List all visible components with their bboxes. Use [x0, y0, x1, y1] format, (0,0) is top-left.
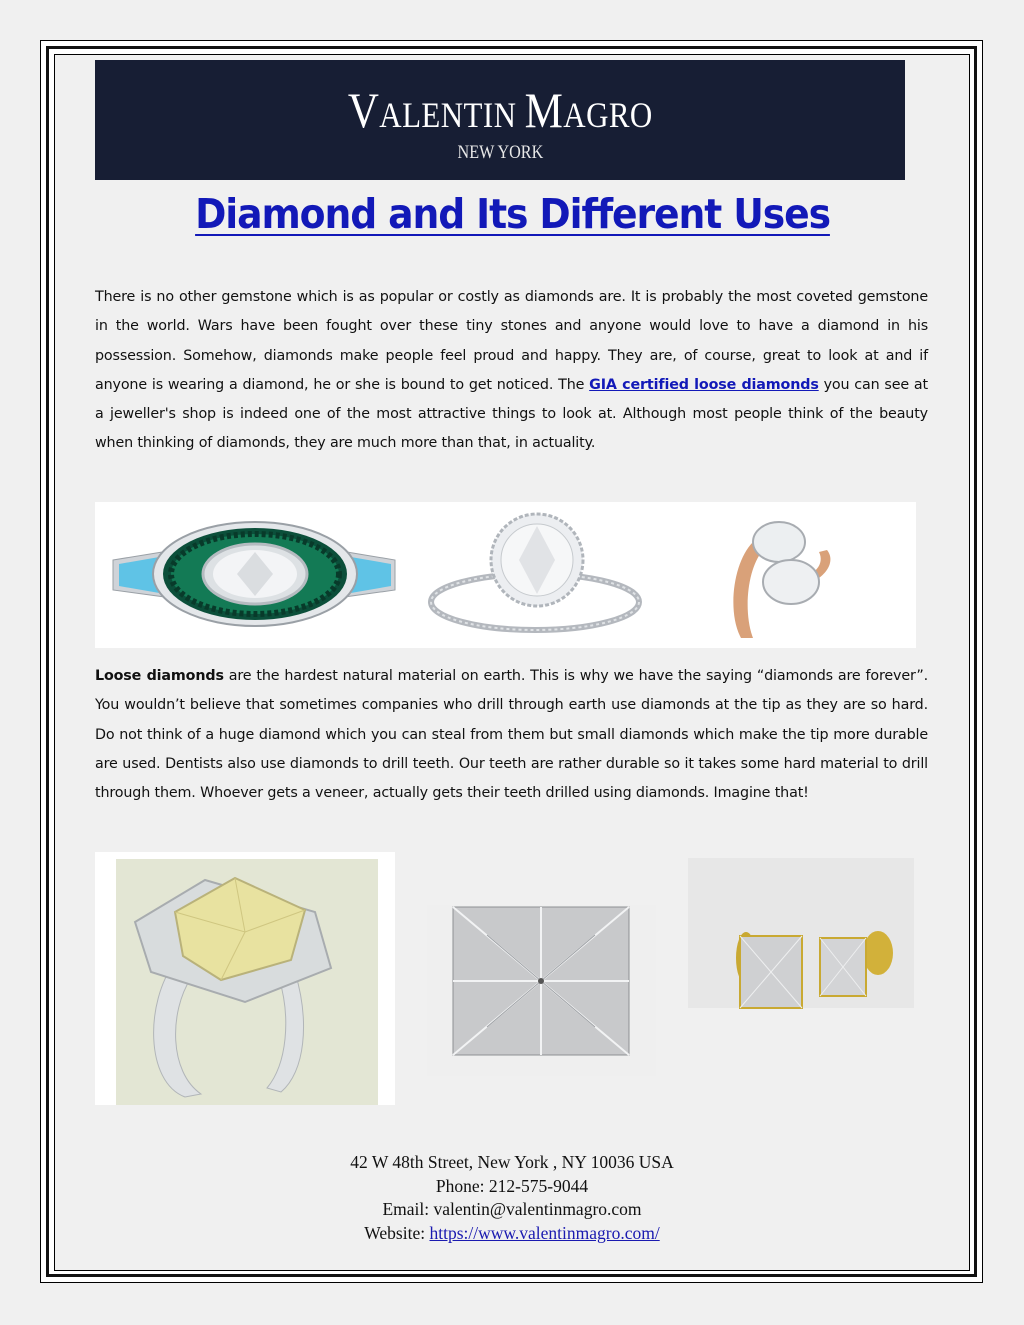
brand-logo: [347, 81, 653, 138]
loose-diamonds-paragraph: [95, 662, 928, 808]
intro-paragraph: [95, 283, 928, 459]
ring-image-strip: [95, 502, 916, 648]
brand-name-last: AGRO: [562, 94, 653, 135]
loose-diamonds-text: are the hardest natural material on earth. This is why we have the saying “diamonds are forever”. You wouldn’t believe that sometimes companies who drill through earth use diamonds at the tip as they are so hard. Do not think of a huge diamond which you can steal from them but small diamonds which make the tip more durable are used. Dentists also use diamonds to drill teeth. Our teeth are rather durable so it takes some hard material to drill through them. Whoever gets a veneer, actually gets their teeth drilled using diamonds. Imagine that!: [95, 668, 928, 802]
brand-name-first: ALENTIN: [379, 94, 517, 135]
contact-footer: [300, 1151, 724, 1245]
princess-cut-diamond-image: [427, 905, 656, 1076]
gia-diamonds-link[interactable]: GIA certified loose diamonds: [589, 376, 819, 393]
yellow-diamond-ring-image: [95, 852, 395, 1105]
footer-email: Email: valentin@valentinmagro.com: [382, 1199, 642, 1219]
loose-diamonds-bold: Loose diamonds: [95, 668, 224, 684]
footer-phone: Phone: 212-575-9044: [435, 1175, 589, 1196]
brand-initial-m: M: [524, 81, 563, 138]
footer-website: [300, 1222, 724, 1246]
footer-website-label: Website:: [364, 1222, 430, 1243]
intro-text-after: you can see at a jeweller's shop is indeed one of the most attractive things to look at. Although most people think of the beauty when thinking of diamonds, they are much more than that, in actuality.: [95, 376, 928, 452]
brand-initial-v: V: [347, 81, 380, 138]
toi-et-moi-gold-ring-image: [655, 502, 916, 648]
princess-stud-earrings-image: [688, 858, 914, 1105]
brand-banner: [95, 60, 905, 180]
footer-address: 42 W 48th Street, New York , NY 10036 USA: [350, 1152, 674, 1172]
brand-location: NEW YORK: [457, 141, 543, 163]
diamond-halo-ring-image: [415, 502, 655, 648]
website-link[interactable]: https://www.valentinmagro.com/: [429, 1222, 660, 1243]
intro-text-before: There is no other gemstone which is as popular or costly as diamonds are. It is probably the most coveted gemstone in the world. Wars have been fought over these tiny stones and anyone would love to have a diamond in his possession. Somehow, diamonds make people feel proud and happy. They are, of course, great to look at and if anyone is wearing a diamond, he or she is bound to get noticed. The: [95, 289, 928, 393]
emerald-halo-ring-image: [95, 502, 415, 648]
article-title: Diamond and Its Different Uses: [195, 190, 830, 238]
